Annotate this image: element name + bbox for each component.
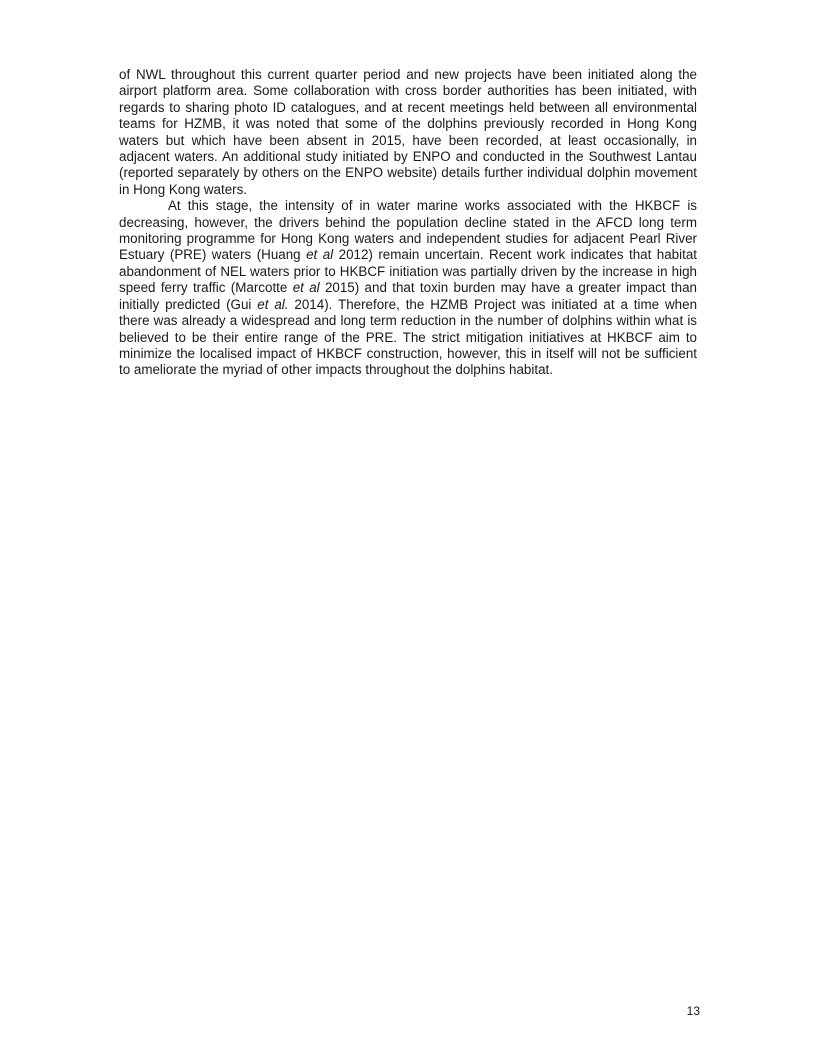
paragraph-2-text-1: At this stage, the intensity of in water marine works associated with the HKBCF is decreasing, however, the drivers behind the population decline stated in the AFCD long term monitoring programme for Hong Kong waters and independent studies for adjacent Pearl River Estuary (PRE) waters (Huang: [119, 198, 697, 263]
paragraph-1: of NWL throughout this current quarter period and new projects have been initiated along the airport platform area. Some collaboration with cross border authorities has been initiated, with regards to sharing photo ID catalogues, and at recent meetings held between all environmental teams for HZMB, it was noted that some of the dolphins previously recorded in Hong Kong waters but which have been absent in 2015, have been recorded, at least occasionally, in adjacent waters. An additional study initiated by ENPO and conducted in the Southwest Lantau (reported separately by others on the ENPO website) details further individual dolphin movement in Hong Kong waters.: [119, 67, 697, 197]
paragraph-2-text-4: 2014). Therefore, the HZMB Project was initiated at a time when there was already a widespread and long term reduction in the number of dolphins within what is believed to be their entire range of the PRE. The strict mitigation initiatives at HKBCF aim to minimize the localised impact of HKBCF construction, however, this in itself will not be sufficient to ameliorate the myriad of other impacts throughout the dolphins habitat.: [119, 296, 698, 378]
body-text: [119, 67, 697, 379]
paragraph-2-text-2: 2012) remain uncertain. Recent work indicates that habitat abandonment of NEL waters prior to HKBCF initiation was partially driven by the increase in high speed ferry traffic (Marcotte: [119, 247, 697, 296]
paragraph-2-text-3: 2015) and that toxin burden may have a greater impact than initially predicted (Gui: [119, 280, 697, 312]
citation-et-al-2: et al: [292, 280, 320, 296]
paragraph-2: [119, 198, 697, 378]
page-number: 13: [686, 1004, 700, 1018]
citation-et-al-1: et al: [306, 247, 334, 263]
citation-et-al-3: et al.: [257, 296, 289, 312]
